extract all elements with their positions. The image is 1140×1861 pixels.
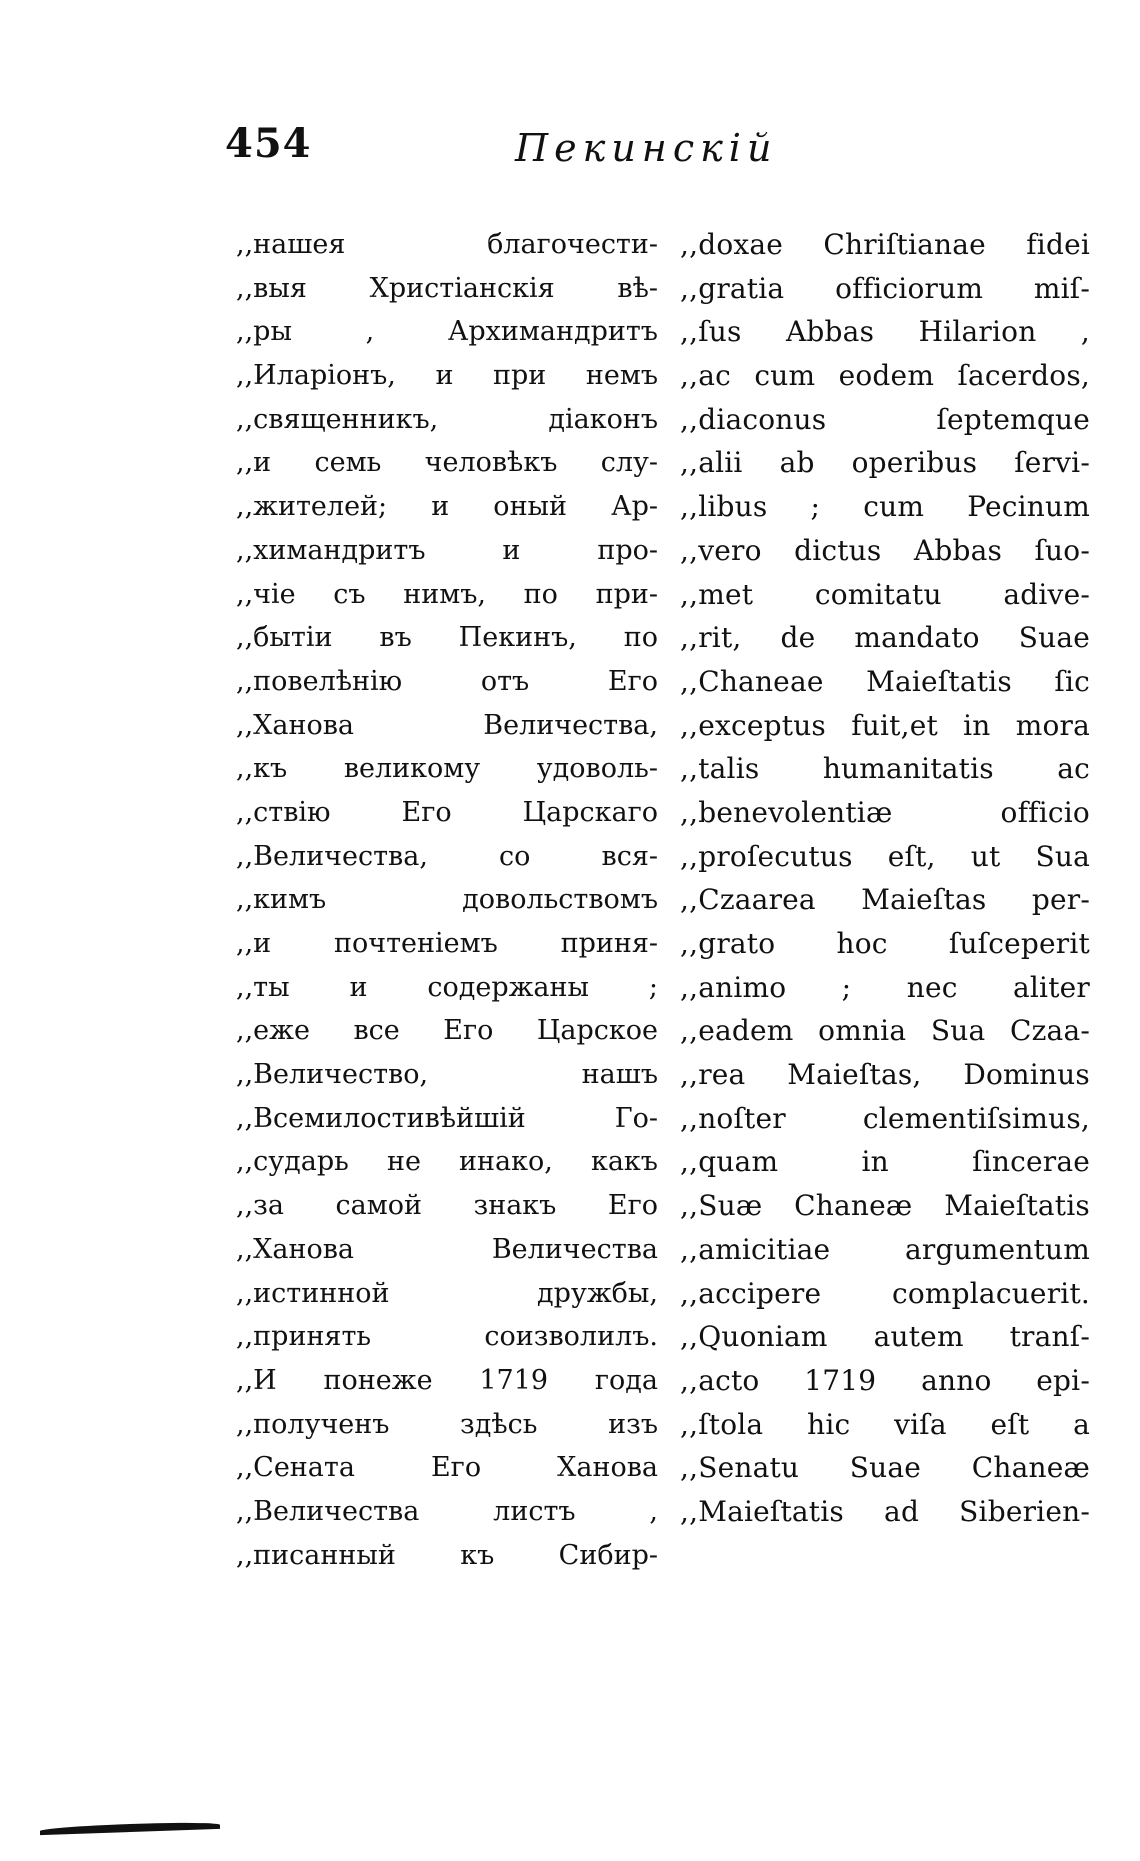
text-line: ,,выя Христіанскія вѣ-	[236, 272, 658, 304]
text-line: ,,Сената Его Ханова	[236, 1452, 658, 1484]
text-line: ,,и почтеніемъ приня-	[236, 928, 658, 959]
page-header	[225, 120, 815, 180]
running-head: Пекинскій	[515, 126, 778, 170]
text-line: ,,met comitatu adive-	[680, 577, 1090, 611]
text-line: ,,amicitiae argumentum	[680, 1232, 1090, 1266]
text-line: ,,libus ; cum Pecinum	[680, 490, 1090, 524]
text-line: ,,Quoniam autem tranſ-	[680, 1320, 1090, 1354]
page-number: 454	[225, 120, 312, 167]
text-line: ,,писанный къ Сибир-	[236, 1539, 658, 1571]
text-line: ,,acto 1719 anno epi-	[680, 1363, 1090, 1397]
text-line: ,,Maieſtatis ad Siberien-	[680, 1494, 1090, 1528]
text-line: ,,accipere complacuerit.	[680, 1276, 1090, 1310]
text-line: ,,noſter clementiſsimus,	[680, 1101, 1090, 1135]
text-line: ,,Иларіонъ, и при немъ	[236, 360, 658, 392]
text-line: ,,истинной дружбы,	[236, 1277, 658, 1309]
text-line: ,,къ великому удоволь-	[236, 753, 658, 785]
text-line: ,,Величества листъ ,	[236, 1495, 658, 1527]
text-line: ,,полученъ здѣсь изъ	[236, 1408, 658, 1440]
text-line: ,,еже все Его Царское	[236, 1015, 658, 1047]
text-line: ,,vero dictus Abbas ſuo-	[680, 533, 1090, 567]
ink-mark	[40, 1821, 220, 1835]
text-line: ,,diaconus ſeptemque	[680, 402, 1090, 436]
text-line: ,,proſecutus eſt, ut Sua	[680, 839, 1090, 873]
text-line: ,,ac cum eodem ſacerdos,	[680, 359, 1090, 393]
text-line: ,,чіе съ нимъ, по при-	[236, 578, 658, 610]
text-line: ,,talis humanitatis ac	[680, 752, 1090, 786]
text-line: ,,Suæ Chaneæ Maieſtatis	[680, 1189, 1090, 1223]
text-line: ,,doxae Chriſtianae fidei	[680, 228, 1090, 261]
text-line: ,,rit, de mandato Suae	[680, 621, 1090, 655]
text-line: ,,exceptus fuit,et in mora	[680, 708, 1090, 742]
text-line: ,,Czaarea Maieſtas per-	[680, 883, 1090, 917]
text-line: ,,химандритъ и про-	[236, 534, 658, 566]
text-line: ,,Ханова Величества,	[236, 709, 658, 741]
text-line: ,,Всемилостивѣйшій Го-	[236, 1102, 658, 1134]
text-line: ,,ры , Архимандритъ	[236, 316, 658, 348]
text-line: ,,жителей; и оный Ар-	[236, 491, 658, 523]
text-line: ,,benevolentiæ officio	[680, 795, 1090, 829]
text-line: ,,Ханова Величества	[236, 1233, 658, 1265]
text-line: ,,бытіи въ Пекинъ, по	[236, 622, 658, 654]
text-line: ,,grato hoc ſuſceperit	[680, 927, 1090, 960]
text-line: ,,нашея благочести-	[236, 229, 658, 260]
text-line: ,,Величества, со вся-	[236, 840, 658, 872]
text-line: ,,сударь не инако, какъ	[236, 1146, 658, 1178]
text-line: ,,ствію Его Царскаго	[236, 796, 658, 828]
text-line: ,,rea Maieſtas, Dominus	[680, 1058, 1090, 1092]
text-line: ,,ты и содержаны ;	[236, 971, 658, 1003]
right-column-latin	[680, 223, 1090, 1534]
text-line: ,,ſus Abbas Hilarion ,	[680, 315, 1090, 349]
text-line: ,,И понеже 1719 года	[236, 1364, 658, 1396]
text-line: ,,повелѣнію отъ Его	[236, 665, 658, 697]
text-line: ,,quam in ſincerae	[680, 1145, 1090, 1179]
text-line: ,,eadem omnia Sua Czaa-	[680, 1014, 1090, 1048]
text-line: ,,священникъ, діаконъ	[236, 403, 658, 435]
text-line: ,,Величество, нашъ	[236, 1059, 658, 1091]
text-line: ,,alii ab operibus ſervi-	[680, 446, 1090, 480]
text-line: ,,принять соизволилъ.	[236, 1321, 658, 1353]
text-line: ,,Senatu Suae Chaneæ	[680, 1451, 1090, 1485]
left-column-russian	[236, 223, 658, 1577]
text-line: ,,кимъ довольствомъ	[236, 884, 658, 916]
text-line: ,,Chaneae Maieſtatis ſic	[680, 664, 1090, 698]
text-line: ,,и семь человѣкъ слу-	[236, 447, 658, 479]
text-line: ,,за самой знакъ Его	[236, 1190, 658, 1222]
text-line: ,,animo ; nec aliter	[680, 970, 1090, 1004]
text-line: ,,ſtola hic viſa eſt a	[680, 1407, 1090, 1441]
text-line: ,,gratia officiorum miſ-	[680, 271, 1090, 305]
